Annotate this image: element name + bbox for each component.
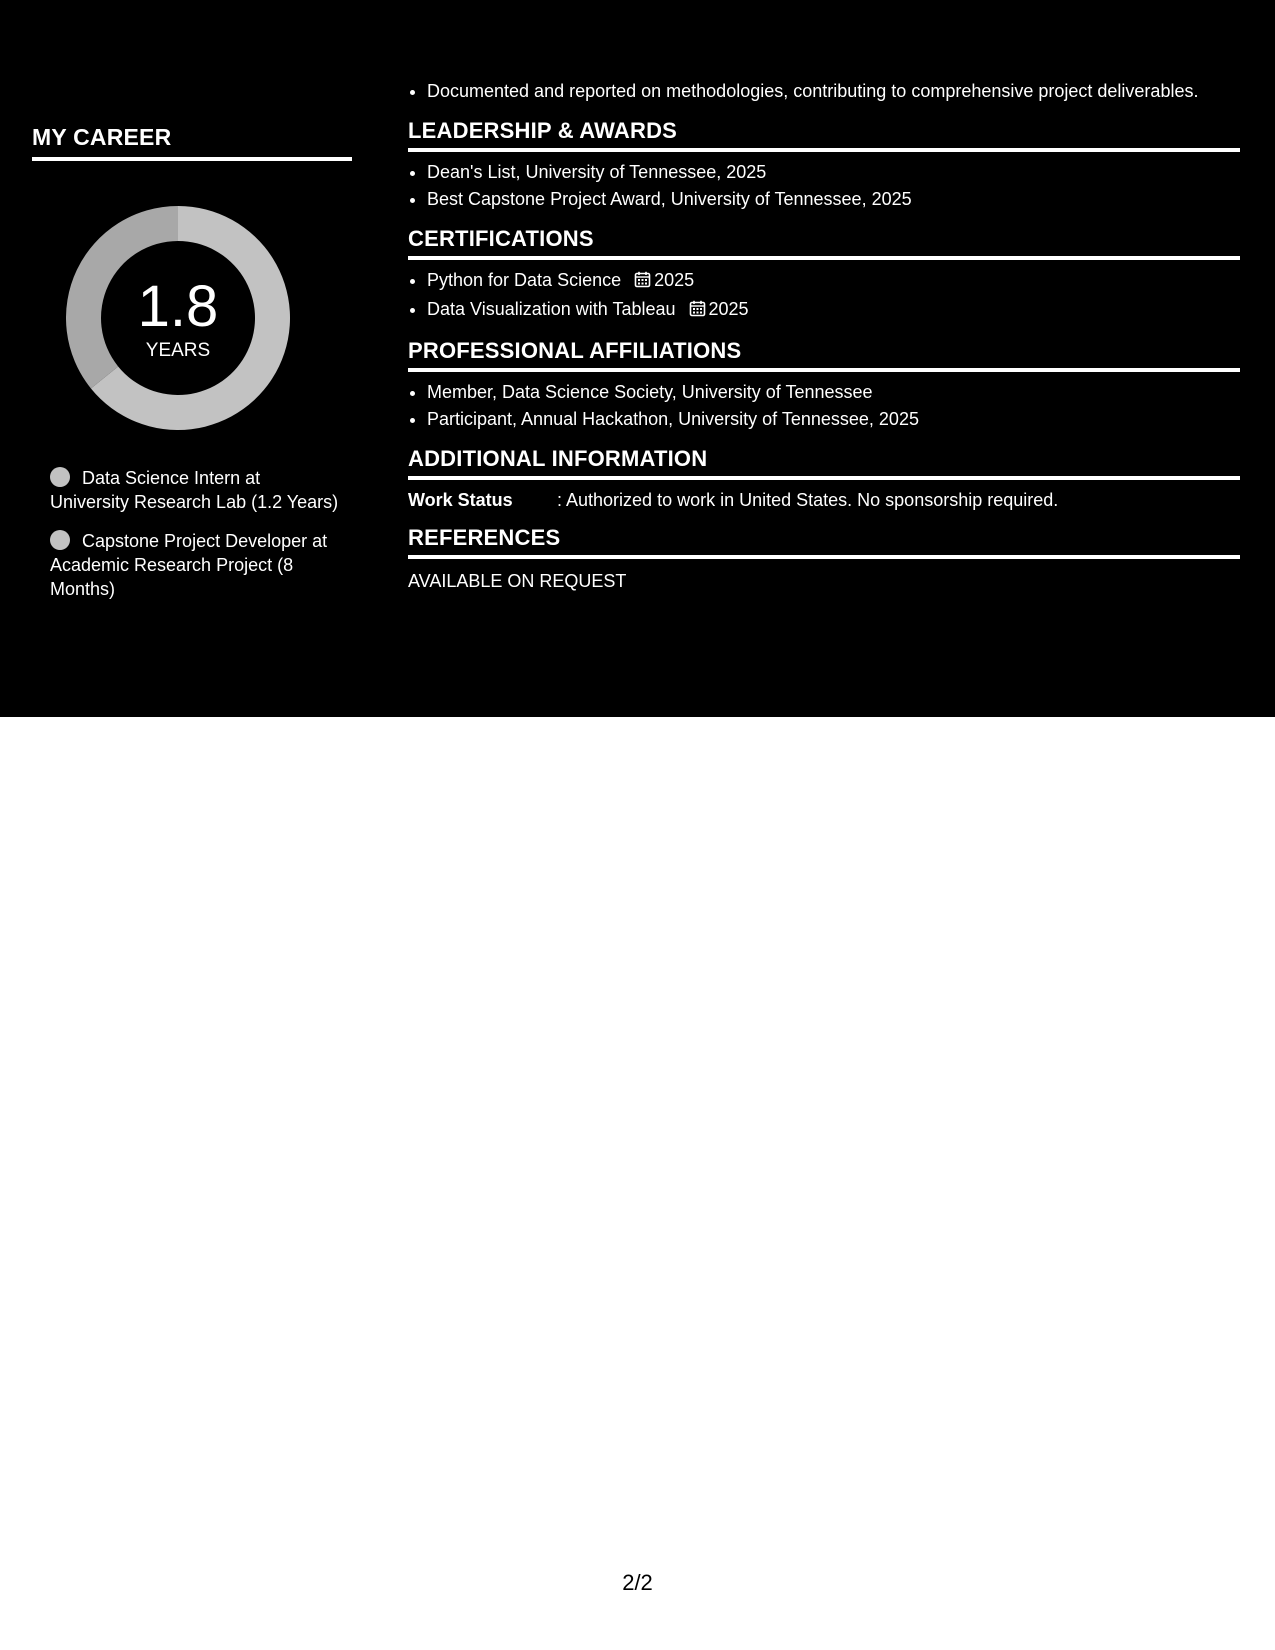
work-status-value: : Authorized to work in United States. No sponsorship required.	[557, 490, 1059, 510]
affiliations-list	[408, 379, 1240, 433]
total-experience-value: 1.8	[137, 274, 219, 339]
calendar-icon	[689, 298, 706, 325]
affiliations-section	[408, 338, 1240, 433]
career-column	[32, 124, 352, 599]
career-donut-chart	[66, 206, 290, 430]
certifications-list	[408, 267, 1240, 325]
additional-info-section	[408, 446, 1240, 512]
main-column	[408, 78, 1240, 593]
certification-name: Python for Data Science	[427, 270, 622, 290]
career-item-label: Data Science Intern at University Research Lab (1.2 Years)	[50, 468, 339, 512]
calendar-icon	[634, 269, 651, 296]
leadership-list	[408, 159, 1240, 213]
references-title: REFERENCES	[408, 525, 1240, 559]
affiliations-title: PROFESSIONAL AFFILIATIONS	[408, 338, 1240, 372]
list-item: • Documented and reported on methodologies, contributing to comprehensive project deliverables.	[427, 78, 1240, 105]
certifications-section	[408, 226, 1240, 325]
certifications-title: CERTIFICATIONS	[408, 226, 1240, 260]
career-legend	[50, 466, 340, 616]
page-number: 2/2	[622, 1570, 653, 1595]
experience-continued-list	[408, 78, 1240, 105]
list-item	[427, 296, 1240, 325]
references-section	[408, 525, 1240, 593]
certification-year: 2025	[708, 299, 749, 319]
total-experience-unit: YEARS	[145, 340, 211, 361]
list-item: • Participant, Annual Hackathon, University of Tennessee, 2025	[427, 406, 1240, 433]
legend-dot-icon	[50, 530, 70, 550]
references-text: AVAILABLE ON REQUEST	[408, 571, 627, 591]
certification-name: Data Visualization with Tableau	[427, 299, 676, 319]
list-item: • Dean's List, University of Tennessee, 2025	[427, 159, 1240, 186]
certification-year: 2025	[654, 270, 695, 290]
career-title: MY CAREER	[32, 124, 352, 161]
list-item: • Best Capstone Project Award, University of Tennessee, 2025	[427, 186, 1240, 213]
list-item: • Member, Data Science Society, University of Tennessee	[427, 379, 1240, 406]
career-legend-item	[50, 466, 340, 514]
work-status-label: Work Status	[408, 490, 513, 510]
additional-info-title: ADDITIONAL INFORMATION	[408, 446, 1240, 480]
resume-dark-panel	[0, 0, 1275, 717]
work-status-row	[408, 488, 1240, 512]
career-legend-item	[50, 529, 340, 601]
list-item	[427, 267, 1240, 296]
leadership-title: LEADERSHIP & AWARDS	[408, 118, 1240, 152]
career-item-label: Capstone Project Developer at Academic Research Project (8 Months)	[50, 531, 328, 599]
legend-dot-icon	[50, 467, 70, 487]
leadership-section	[408, 118, 1240, 213]
